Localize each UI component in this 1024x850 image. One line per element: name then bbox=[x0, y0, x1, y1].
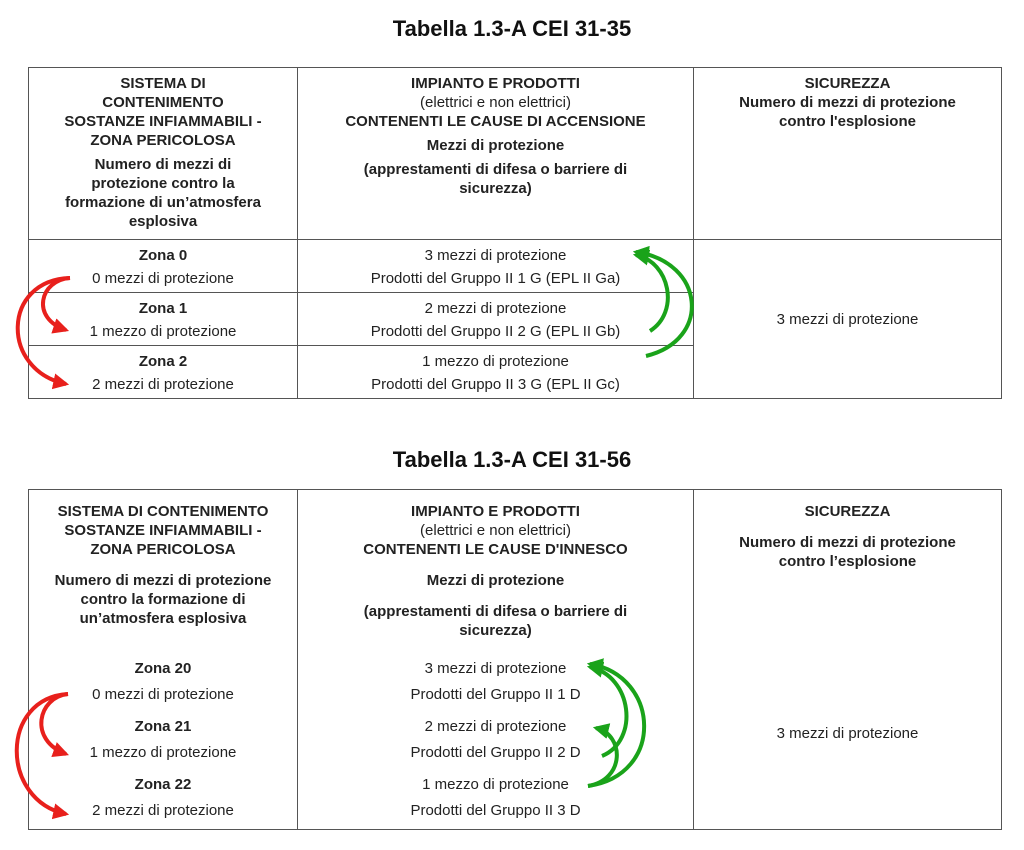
t1-zone1-cell bbox=[29, 293, 298, 346]
products-value: Prodotti del Gruppo II 3 G (EPL II Gc) bbox=[371, 376, 620, 393]
header-line: sicurezza) bbox=[459, 180, 532, 197]
header-line: formazione di un’atmosfera bbox=[65, 194, 261, 211]
zone-label: Zona 0 bbox=[138, 247, 188, 264]
t1-products-row2 bbox=[298, 346, 694, 399]
header-line: SOSTANZE INFIAMMABILI - bbox=[64, 522, 262, 539]
header-line: ZONA PERICOLOSA bbox=[90, 132, 236, 149]
header-line: (elettrici e non elettrici) bbox=[420, 522, 571, 539]
table1-title: Tabella 1.3-A CEI 31-35 bbox=[392, 16, 632, 41]
zone-value: 1 mezzo di protezione bbox=[89, 323, 237, 340]
table2 bbox=[28, 489, 1002, 830]
zone-value: 0 mezzi di protezione bbox=[92, 686, 234, 703]
header-line: (apprestamenti di difesa o barriere di bbox=[363, 161, 628, 178]
zone-label: Zona 1 bbox=[138, 300, 188, 317]
header-line: IMPIANTO E PRODOTTI bbox=[411, 503, 580, 520]
header-line: Numero di mezzi di bbox=[94, 156, 232, 173]
t1-products-row1 bbox=[298, 293, 694, 346]
t2-col1 bbox=[29, 490, 298, 830]
t1-zone0-cell bbox=[29, 240, 298, 293]
zone-label: Zona 22 bbox=[134, 776, 192, 793]
t2-col2 bbox=[298, 490, 694, 830]
zone-value: 0 mezzi di protezione bbox=[92, 270, 234, 287]
header-line: esplosiva bbox=[128, 213, 198, 230]
means-value: 3 mezzi di protezione bbox=[424, 660, 567, 677]
t1-products-row0 bbox=[298, 240, 694, 293]
zone-value: 2 mezzi di protezione bbox=[92, 802, 234, 819]
header-line: Numero di mezzi di protezione bbox=[739, 534, 956, 551]
header-line: un’atmosfera esplosiva bbox=[79, 610, 247, 627]
header-line: Numero di mezzi di protezione bbox=[54, 572, 272, 589]
products-value: Prodotti del Gruppo II 2 D bbox=[410, 744, 581, 761]
safety-value: 3 mezzi di protezione bbox=[776, 725, 919, 742]
header-line: SISTEMA DI bbox=[120, 75, 206, 92]
zone-value: 1 mezzo di protezione bbox=[89, 744, 237, 761]
means-value: 3 mezzi di protezione bbox=[424, 247, 567, 264]
products-value: Prodotti del Gruppo II 2 G (EPL II Gb) bbox=[370, 323, 621, 340]
t1-col2-header bbox=[298, 68, 694, 240]
header-line: CONTENENTI LE CAUSE DI ACCENSIONE bbox=[345, 113, 646, 130]
means-value: 2 mezzi di protezione bbox=[424, 300, 567, 317]
products-value: Prodotti del Gruppo II 3 D bbox=[410, 802, 581, 819]
t1-safety-cell bbox=[694, 240, 1002, 399]
header-line: SICUREZZA bbox=[804, 503, 891, 520]
header-line: Mezzi di protezione bbox=[426, 572, 565, 589]
t1-zone2-cell bbox=[29, 346, 298, 399]
safety-value: 3 mezzi di protezione bbox=[776, 310, 919, 328]
table2-title: Tabella 1.3-A CEI 31-56 bbox=[392, 447, 632, 472]
table1 bbox=[28, 67, 1002, 399]
zone-value: 2 mezzi di protezione bbox=[92, 376, 234, 393]
header-line: ZONA PERICOLOSA bbox=[90, 541, 236, 558]
header-line: SOSTANZE INFIAMMABILI - bbox=[64, 113, 262, 130]
header-line: SISTEMA DI CONTENIMENTO bbox=[57, 503, 269, 520]
zone-label: Zona 2 bbox=[138, 353, 188, 370]
header-line: contro la formazione di bbox=[80, 591, 246, 608]
t1-col3-header bbox=[694, 68, 1002, 240]
means-value: 1 mezzo di protezione bbox=[422, 776, 569, 793]
means-value: 2 mezzi di protezione bbox=[424, 718, 567, 735]
t1-col1-header bbox=[29, 68, 298, 240]
header-line: IMPIANTO E PRODOTTI bbox=[411, 75, 580, 92]
header-line: CONTENENTI LE CAUSE D'INNESCO bbox=[363, 541, 628, 558]
header-line: protezione contro la bbox=[91, 175, 235, 192]
t2-col3 bbox=[694, 490, 1002, 830]
header-line: contro l’esplosione bbox=[778, 553, 917, 570]
header-line: (apprestamenti di difesa o barriere di bbox=[363, 603, 628, 620]
header-line: CONTENIMENTO bbox=[102, 94, 224, 111]
header-line: Mezzi di protezione bbox=[426, 137, 565, 154]
header-line: contro l'esplosione bbox=[779, 113, 916, 130]
zone-label: Zona 20 bbox=[134, 660, 192, 677]
header-line: SICUREZZA bbox=[804, 75, 891, 92]
header-line: Numero di mezzi di protezione bbox=[739, 94, 956, 111]
products-value: Prodotti del Gruppo II 1 D bbox=[410, 686, 581, 703]
zone-label: Zona 21 bbox=[134, 718, 192, 735]
products-value: Prodotti del Gruppo II 1 G (EPL II Ga) bbox=[370, 270, 621, 287]
header-line: (elettrici e non elettrici) bbox=[420, 94, 571, 111]
means-value: 1 mezzo di protezione bbox=[422, 353, 569, 370]
header-line: sicurezza) bbox=[459, 622, 532, 639]
